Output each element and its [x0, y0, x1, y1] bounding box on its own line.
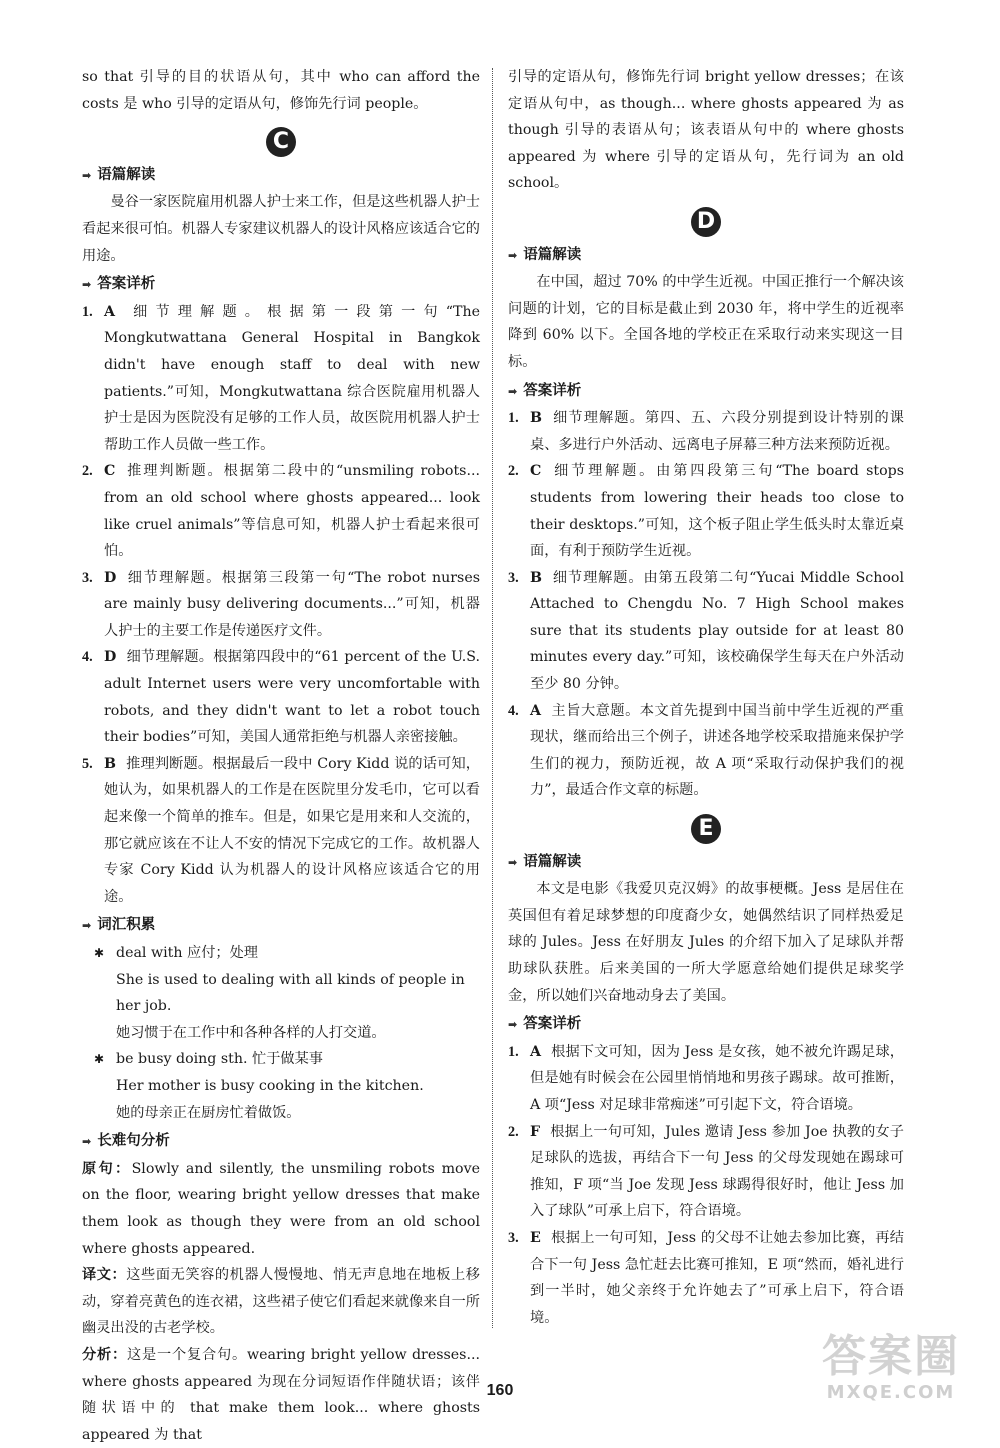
answers-heading: ➡ 答案详析 — [82, 271, 480, 299]
answer-item: 1. B 细节理解题。第四、五、六段分别提到设计特别的课桌、多进行户外活动、远离电子屏幕三种方法来预防近视。 — [508, 410, 904, 453]
arrow-icon: ➡ — [82, 919, 92, 933]
passage-summary: 本文是电影《我爱贝克汉姆》的故事梗概。Jess 是居住在英国但有着足球梦想的印度裔少女，她偶然结识了同样热爱足球的 Jules。Jess 在好朋友 Jules 的介绍下加入了足球队并帮助球队获胜。后来美国的一所大学愿意给她们提供足球奖学金，所以她们兴奋地动身去了美国。 — [508, 881, 904, 1004]
vocab-item: ✱ be busy doing sth. 忙于做某事 Her mother is busy cooking in the kitchen. 她的母亲正在厨房忙着做饭。 — [82, 1046, 480, 1126]
arrow-icon: ➡ — [508, 248, 518, 262]
arrow-icon: ➡ — [508, 384, 518, 398]
arrow-icon: ➡ — [82, 1135, 92, 1149]
section-c-badge: C — [82, 127, 480, 158]
answer-item: 4. A 主旨大意题。本文首先提到中国当前中学生近视的严重现状，继而给出三个例子，讲述各地学校采取措施来保护学生们的视力，预防近视，故 A 项“采取行动保护我们的视力”，最适合作文章的标题。 — [508, 702, 904, 799]
original-sentence: 原句：Slowly and silently, the unsmiling robots move on the floor, wearing bright yellow dresses that make them look as though they were from an old school where ghosts appeared. — [82, 1160, 480, 1257]
answer-item: 5. B 推理判断题。根据最后一段中 Cory Kidd 说的话可知，她认为，如果机器人的工作是在医院里分发毛巾，它可以看起来像一个简单的推车。但是，如果它是用来和人交流的，那它就应该在不让人不安的情况下完成它的工作。故机器人专家 Cory Kidd 认为机器人的设计风格应该适合它的用途。 — [82, 755, 480, 905]
arrow-icon: ➡ — [508, 855, 518, 869]
vocab-heading: ➡ 词汇积累 — [82, 912, 480, 940]
answer-item: 3. B 细节理解题。由第五段第二句“Yucai Middle School Attached to Chengdu No. 7 High School makes sure that its students play outside for at least 80 minutes every day.”可知，该校确保学生每天在户外活动至少 80 分钟。 — [508, 569, 904, 693]
answers-heading: ➡ 答案详析 — [508, 1011, 904, 1039]
answer-item: 1. A 根据下文可知，因为 Jess 是女孩，她不被允许踢足球，但是她有时候会在公园里悄悄地和男孩子踢球。故可推断，A 项“Jess 对足球非常痴迷”可引起下文，符合语境。 — [508, 1043, 904, 1113]
answer-item: 2. C 细节理解题。由第四段第三句“The board stops students from lowering their heads too close to their desktops.”可知，这个板子阻止学生低头时太靠近桌面，有利于预防学生近视。 — [508, 463, 904, 560]
watermark-logo: 答案圈 MXQE.COM — [822, 1331, 960, 1403]
intro-text: so that 引导的目的状语从句，其中 who can afford the costs 是 who 引导的定语从句，修饰先行词 people。 — [82, 69, 480, 112]
page-number: 160 — [486, 1382, 514, 1399]
answer-item: 3. D 细节理解题。根据第三段第一句“The robot nurses are mainly busy delivering documents...”可知，机器人护士的主要工作是传递医疗文件。 — [82, 569, 480, 639]
answer-item: 3. E 根据上一句可知，Jess 的父母不让她去参加比赛，再结合下一句 Jess 急忙赶去比赛可推知，E 项“然而，婚礼进行到一半时，她父亲终于允许她去了”可承上启下，符合语境。 — [508, 1229, 904, 1326]
answer-item: 1. A 细节理解题。根据第一段第一句“The Mongkutwattana General Hospital in Bangkok didn't have enough staff to deal with new patients.”可知，Mongkutwattana 综合医院雇用机器人护士是因为医院没有足够的工作人员，故医院用机器人护士帮助工作人员做一些工作。 — [82, 303, 480, 453]
sentence-heading: ➡ 长难句分析 — [82, 1128, 480, 1156]
answers-heading: ➡ 答案详析 — [508, 378, 904, 406]
answer-item: 2. C 推理判断题。根据第二段中的“unsmiling robots... from an old school where ghosts appeared... look like cruel animals”等信息可知，机器人护士看起来很可怕。 — [82, 463, 480, 560]
star-icon: ✱ — [94, 946, 105, 960]
right-column — [508, 64, 904, 1331]
left-column — [82, 64, 480, 1448]
reading-heading: ➡ 语篇解读 — [508, 242, 904, 270]
reading-heading: ➡ 语篇解读 — [82, 162, 480, 190]
answer-item: 2. F 根据上一句可知，Jules 邀请 Jess 参加 Joe 执教的女子足球队的选拔，再结合下一句 Jess 的父母发现她在踢球可推知，F 项“当 Joe 发现 Jess 球踢得很好时，他让 Jess 加入了球队”可承上启下，符合语境。 — [508, 1123, 904, 1220]
passage-summary: 在中国，超过 70% 的中学生近视。中国正推行一个解决该问题的计划，它的目标是截止到 2030 年，将中学生的近视率降到 60% 以下。全国各地的学校正在采取行动来实现这一目标。 — [508, 274, 904, 370]
arrow-icon: ➡ — [82, 168, 92, 182]
section-e-badge: E — [508, 814, 904, 845]
arrow-icon: ➡ — [508, 1018, 518, 1032]
reading-heading: ➡ 语篇解读 — [508, 849, 904, 877]
passage-summary: 曼谷一家医院雇用机器人护士来工作，但是这些机器人护士看起来很可怕。机器人专家建议机器人的设计风格应该适合它的用途。 — [82, 194, 480, 264]
column-divider — [492, 68, 493, 1328]
star-icon: ✱ — [94, 1052, 105, 1067]
arrow-icon: ➡ — [82, 278, 92, 292]
analysis: 分析：这是一个复合句。wearing bright yellow dresses... where ghosts appeared 为现在分词短语作伴随状语；该伴随状语中的 that make them look... where ghosts appeared 为 that — [82, 1346, 480, 1443]
vocab-item: ✱ deal with 应付；处理 She is used to dealing with all kinds of people in her job. 她习惯于在工作中和各种各样的人打交道。 — [82, 940, 480, 1046]
translation: 译文：这些面无笑容的机器人慢慢地、悄无声息地在地板上移动，穿着亮黄色的连衣裙，这些裙子使它们看起来就像来自一所幽灵出没的古老学校。 — [82, 1267, 480, 1337]
answer-item: 4. D 细节理解题。根据第四段中的“61 percent of the U.S. adult Internet users were very uncomfortable with robots, and they didn't want to let a robot touch their bodies”可知，美国人通常拒绝与机器人亲密接触。 — [82, 649, 480, 746]
section-d-badge: D — [508, 207, 904, 238]
continuation-text: 引导的定语从句，修饰先行词 bright yellow dresses；在该定语从句中，as though... where ghosts appeared 为 as though 引导的表语从句；该表语从句中的 where ghosts appeared 为 where 引导的定语从句，先行词为 an old school。 — [508, 69, 904, 192]
